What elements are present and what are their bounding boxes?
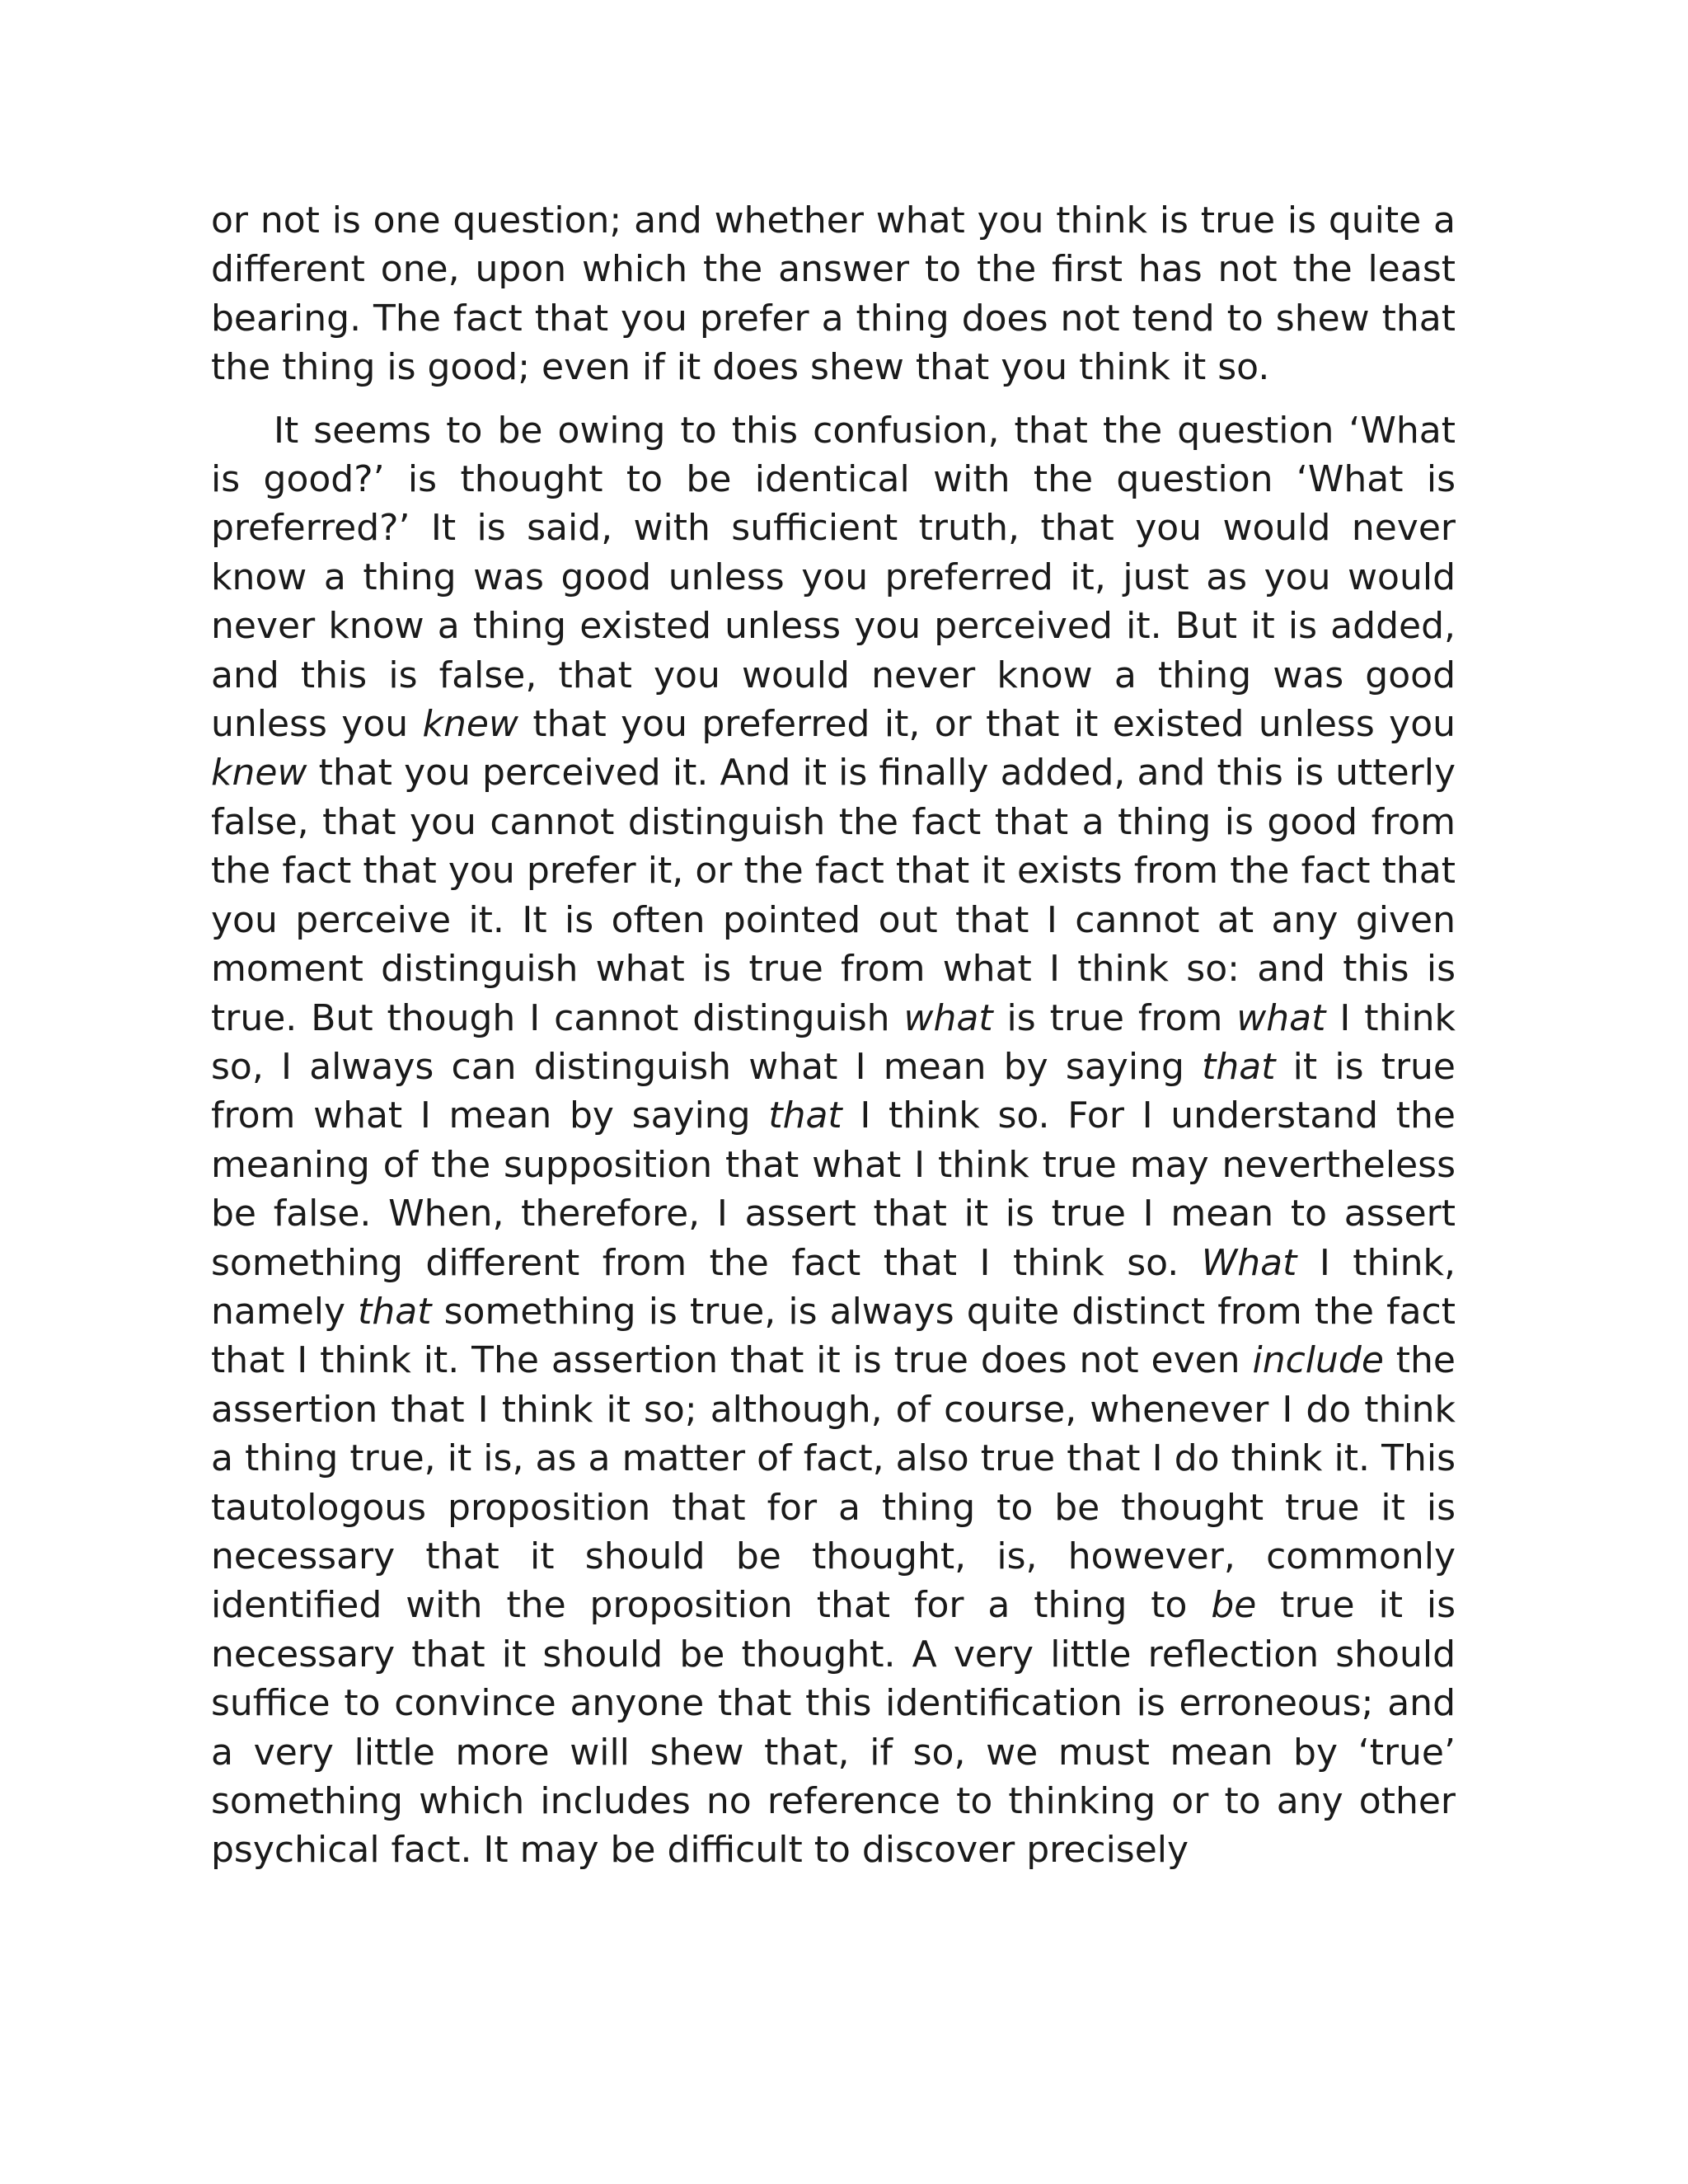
text-segment: the assertion that I think it so; although, of course, whenever I do think a thing true, it is, as a matter of fact, also true that I do think it. This tautologous proposition that for a thing to be thought true it is necessary that it should be thought, is, however, commonly identified with the proposition that for a thing to [211, 1339, 1456, 1627]
text-segment: I think so, I always can distinguish what I mean by saying [211, 996, 1456, 1088]
paragraph [211, 196, 1456, 392]
text-segment: I think, namely [211, 1241, 1456, 1333]
italic-text: knew [211, 752, 307, 794]
text-segment: true it is necessary that it should be thought. A very little reflection should suffice to convince anyone that this identification is erroneous; and a very little more will shew that, if so, we must mean by ‘true’ something which includes no reference to thinking or to any other psychical fact. It may be difficult to discover precisely [211, 1584, 1456, 1872]
text-segment: It seems to be owing to this confusion, that the question ‘What is good?’ is thought to be identical with the question ‘What is preferred?’ It is said, with sufficient truth, that you would never know a thing was good unless you preferred it, just as you would never know a thing existed unless you perceived it. But it is added, and this is false, that you would never know a thing was good unless you [211, 409, 1456, 746]
italic-text: include [1252, 1339, 1384, 1382]
italic-text: be [1211, 1584, 1257, 1627]
text-segment: is true from [992, 996, 1237, 1039]
paragraph [211, 406, 1456, 1875]
text-segment: that you perceived it. And it is finally added, and this is utterly false, that you cannot distinguish the fact that a thing is good from the fact that you prefer it, or the fact that it exists from the fact that you perceive it. It is often pointed out that I cannot at any given moment distinguish what is true from what I think so: and this is true. But though I cannot distinguish [211, 752, 1456, 1039]
italic-text: What [1201, 1241, 1297, 1284]
text-segment: or not is one question; and whether what you think is true is quite a different one, upon which the answer to the first has not the least bearing. The fact that you prefer a thing does not tend to shew that the thing is good; even if it does shew that you think it so. [211, 199, 1456, 389]
italic-text: what [903, 996, 993, 1039]
italic-text: that [768, 1094, 842, 1137]
text-segment: I think so. For I understand the meaning of the supposition that what I think true may nevertheless be false. When, therefore, I assert that it is true I mean to assert something different from the fact that I think so. [211, 1094, 1456, 1284]
text-segment: that you preferred it, or that it existed unless you [518, 703, 1456, 746]
italic-text: that [1202, 1045, 1276, 1088]
text-segment: it is true from what I mean by saying [211, 1045, 1456, 1137]
italic-text: that [358, 1290, 432, 1333]
text-segment: something is true, is always quite distinct from the fact that I think it. The assertion that it is true does not even [211, 1290, 1456, 1382]
italic-text: what [1236, 996, 1326, 1039]
italic-text: knew [422, 703, 518, 746]
body-text [211, 196, 1456, 1875]
